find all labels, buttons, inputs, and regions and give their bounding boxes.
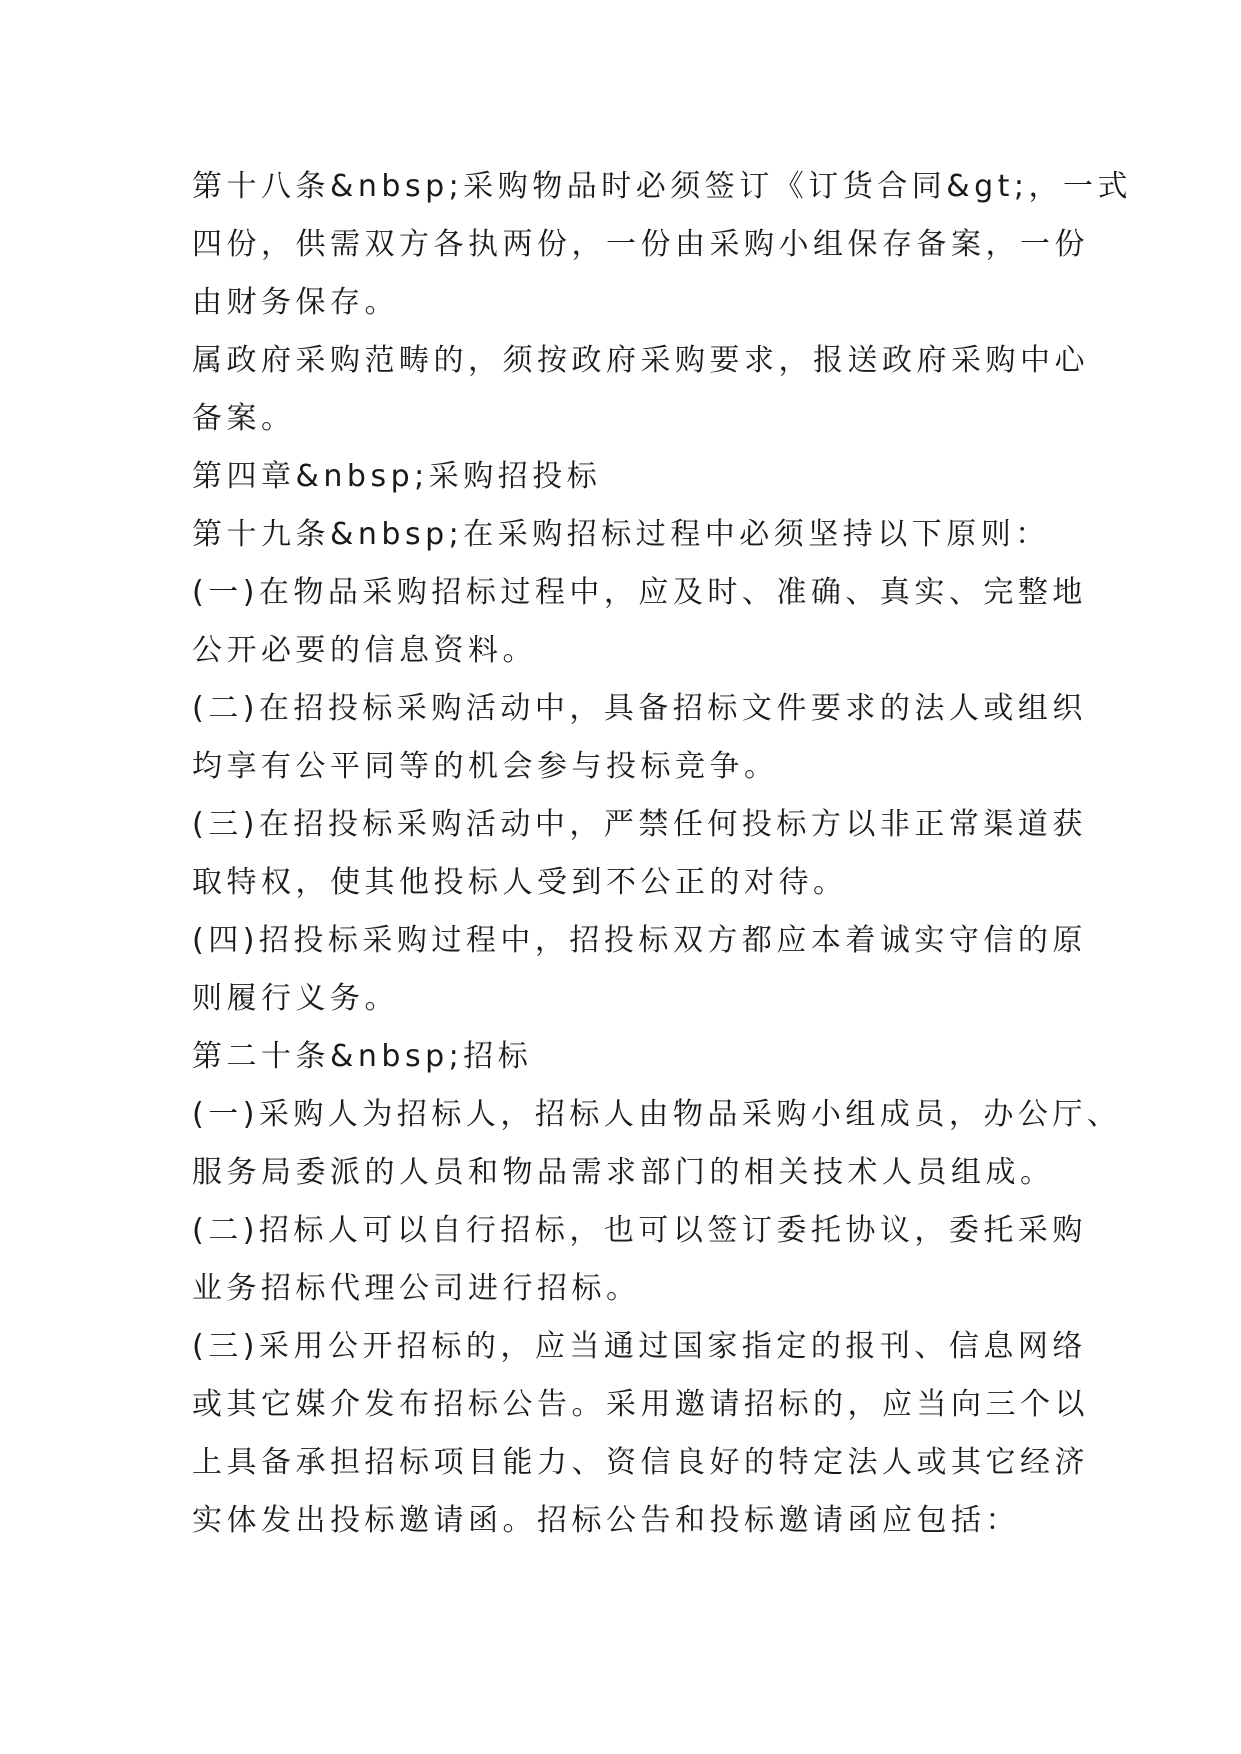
- text-line: (三)在招投标采购活动中，严禁任何投标方以非正常渠道获: [192, 807, 1087, 842]
- text-line: 或其它媒介发布招标公告。采用邀请招标的，应当向三个以: [192, 1387, 1089, 1422]
- chapter-heading: 第四章&nbsp;采购招投标: [192, 459, 602, 494]
- text-line: 则履行义务。: [192, 981, 399, 1016]
- text-line: 取特权，使其他投标人受到不公正的对待。: [192, 865, 848, 900]
- document-body: [192, 158, 1133, 1550]
- article-heading: 第十九条&nbsp;在采购招标过程中必须坚持以下原则：: [192, 517, 1050, 552]
- text-line: 备案。: [192, 401, 296, 436]
- text-line: 上具备承担招标项目能力、资信良好的特定法人或其它经济: [192, 1445, 1089, 1480]
- text-line: (一)在物品采购招标过程中，应及时、准确、真实、完整地: [192, 575, 1087, 610]
- text-line: 业务招标代理公司进行招标。: [192, 1271, 641, 1306]
- text-line: 实体发出投标邀请函。招标公告和投标邀请函应包括：: [192, 1503, 1020, 1538]
- text-line: (二)招标人可以自行招标，也可以签订委托协议，委托采购: [192, 1213, 1087, 1248]
- text-line: 属政府采购范畴的，须按政府采购要求，报送政府采购中心: [192, 343, 1089, 378]
- text-line: (一)采购人为招标人，招标人由物品采购小组成员，办公厅、: [192, 1097, 1122, 1132]
- text-line: 公开必要的信息资料。: [192, 633, 537, 668]
- text-line: (三)采用公开招标的，应当通过国家指定的报刊、信息网络: [192, 1329, 1087, 1364]
- text-line: (四)招投标采购过程中，招投标双方都应本着诚实守信的原: [192, 923, 1087, 958]
- text-line: 均享有公平同等的机会参与投标竞争。: [192, 749, 779, 784]
- text-line: 服务局委派的人员和物品需求部门的相关技术人员组成。: [192, 1155, 1055, 1190]
- text-line: (二)在招投标采购活动中，具备招标文件要求的法人或组织: [192, 691, 1087, 726]
- text-line: 四份，供需双方各执两份，一份由采购小组保存备案，一份: [192, 227, 1089, 262]
- text-line: 第十八条&nbsp;采购物品时必须签订《订货合同&gt;，一式: [192, 169, 1133, 204]
- article-heading: 第二十条&nbsp;招标: [192, 1039, 533, 1074]
- text-line: 由财务保存。: [192, 285, 399, 320]
